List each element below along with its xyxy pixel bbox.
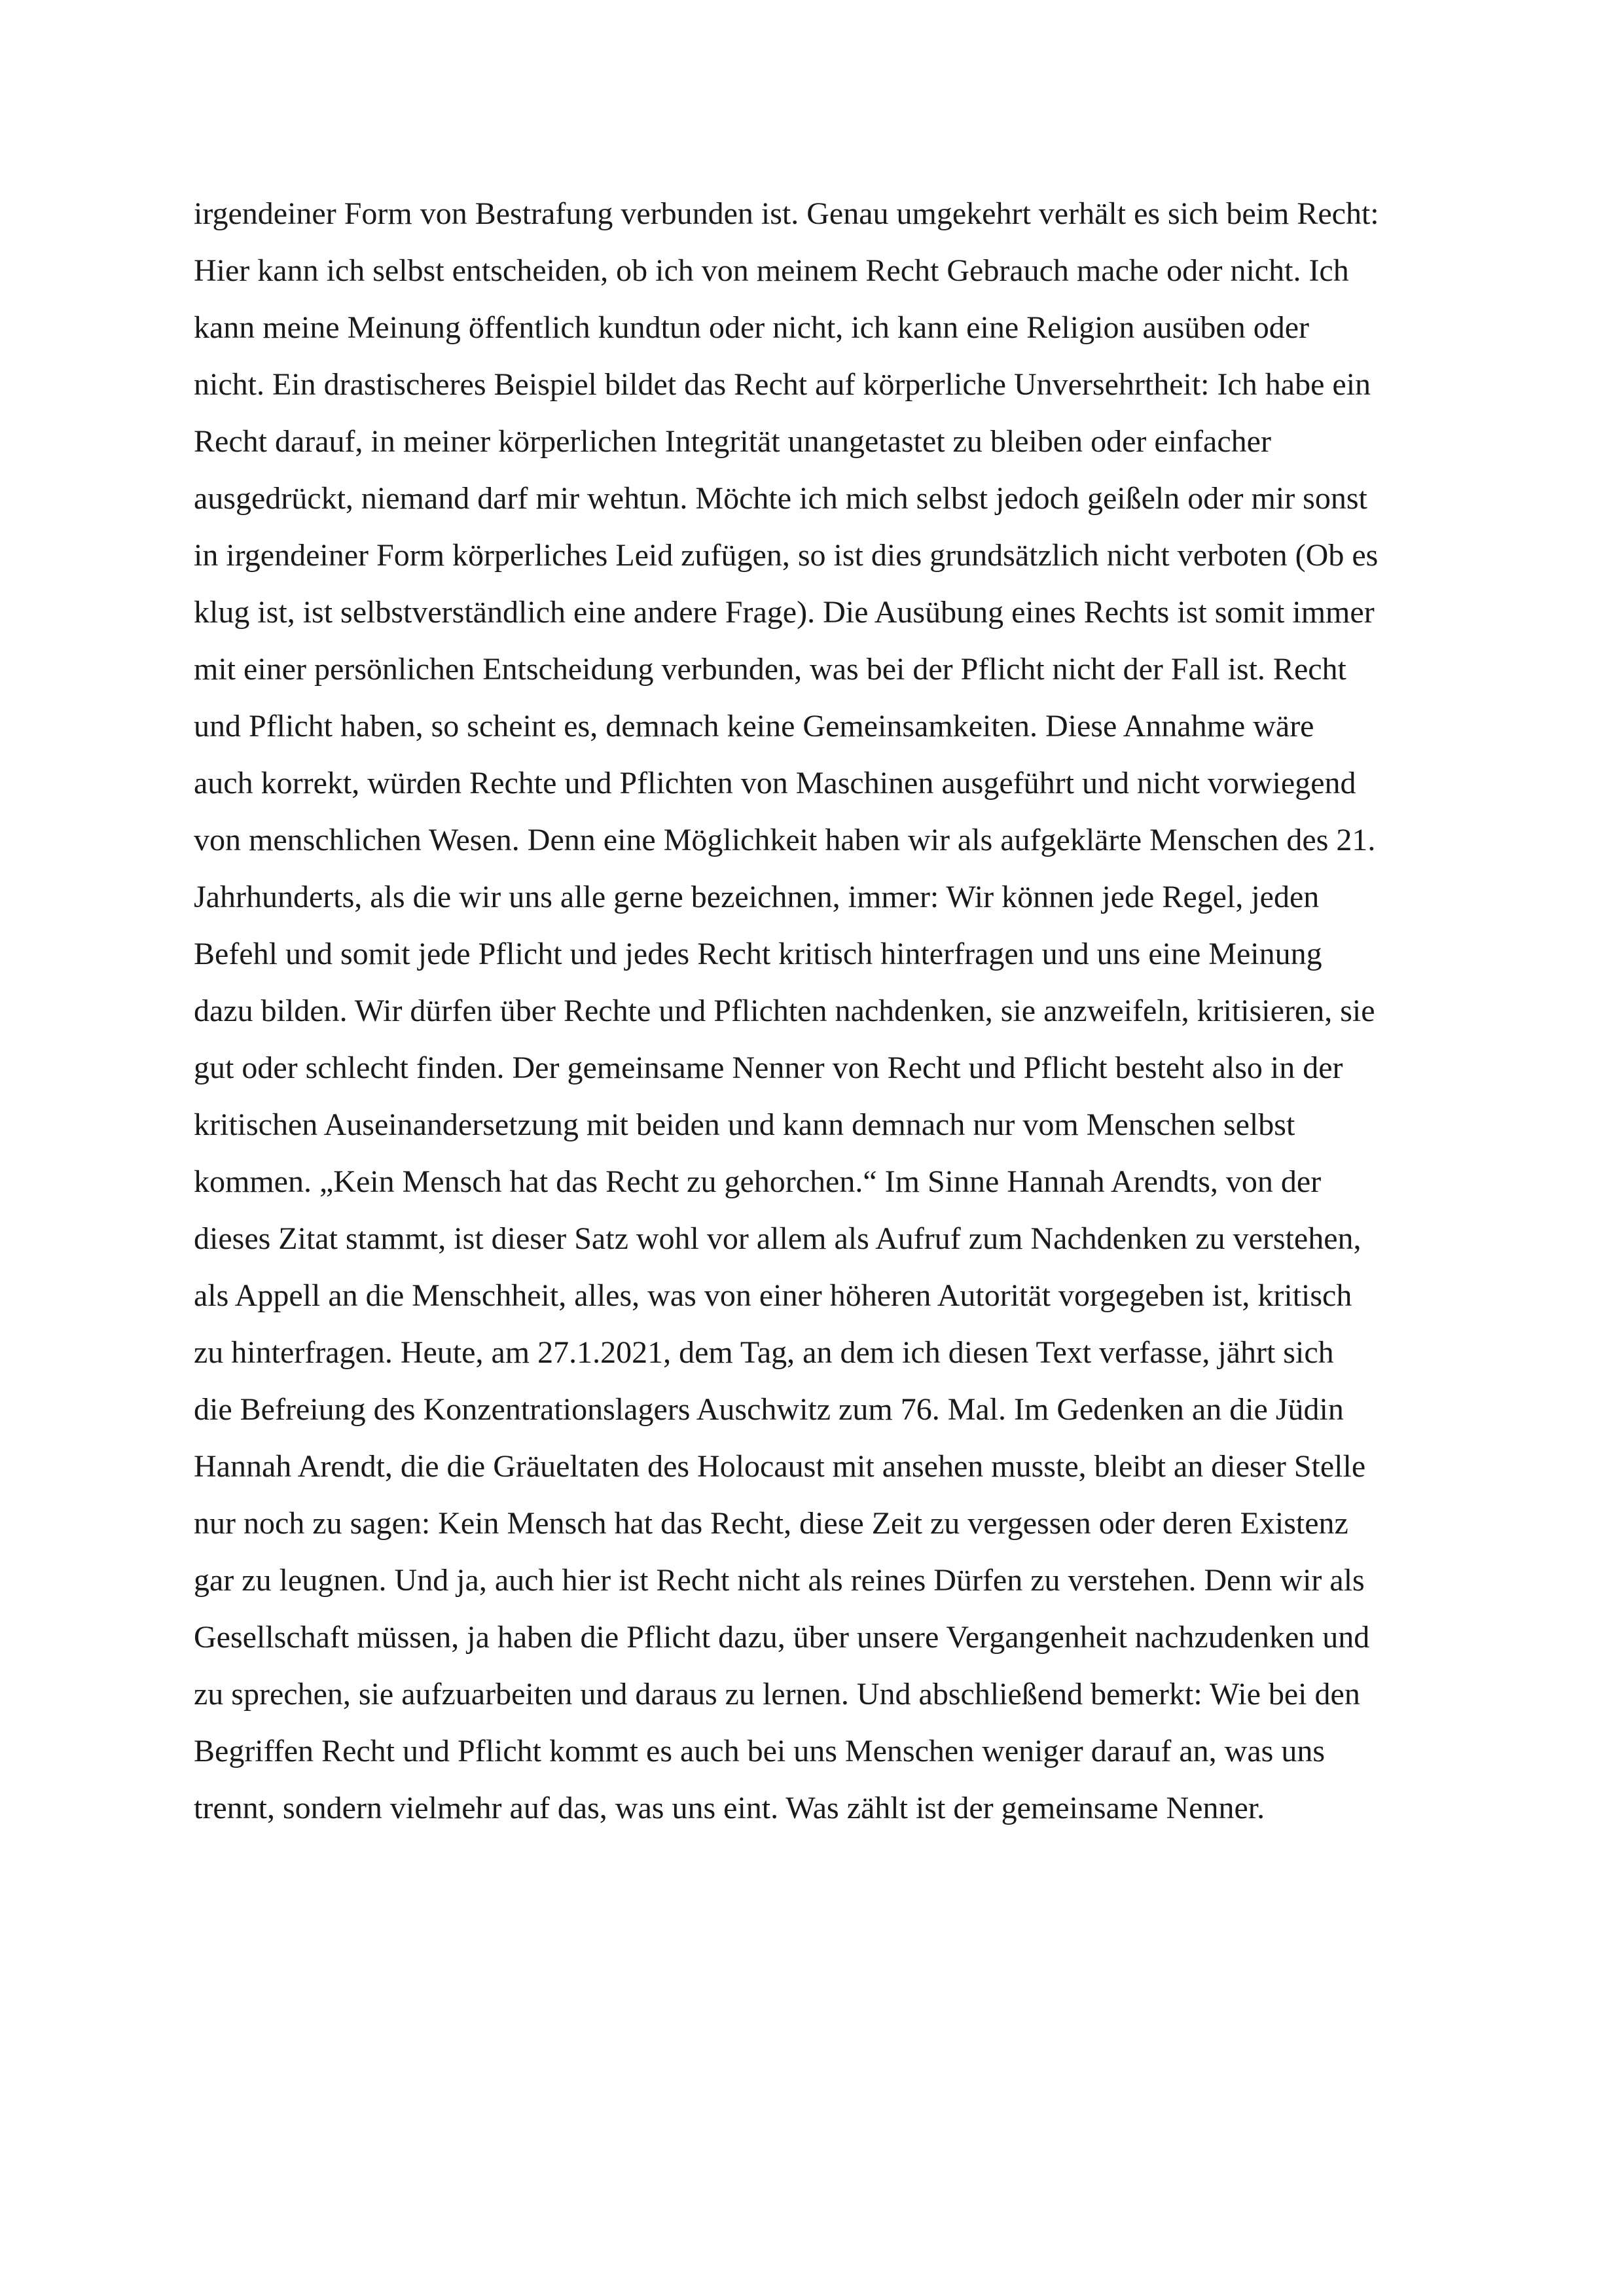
text-line: Jahrhunderts, als die wir uns alle gerne bezeichnen, immer: Wir können jede Regel, jeden bbox=[194, 880, 1320, 914]
text-line: und Pflicht haben, so scheint es, demnach keine Gemeinsamkeiten. Diese Annahme wäre bbox=[194, 709, 1314, 744]
body-paragraph bbox=[194, 185, 1457, 1837]
text-line: gut oder schlecht finden. Der gemeinsame Nenner von Recht und Pflicht besteht also in der bbox=[194, 1050, 1343, 1085]
text-line: Befehl und somit jede Pflicht und jedes Recht kritisch hinterfragen und uns eine Meinung bbox=[194, 937, 1322, 971]
text-line: auch korrekt, würden Rechte und Pflichten von Maschinen ausgeführt und nicht vorwiegend bbox=[194, 766, 1356, 800]
text-line: nicht. Ein drastischeres Beispiel bildet das Recht auf körperliche Unversehrtheit: Ich habe ein bbox=[194, 367, 1371, 402]
text-line: zu sprechen, sie aufzuarbeiten und daraus zu lernen. Und abschließend bemerkt: Wie bei den bbox=[194, 1677, 1360, 1712]
text-line: Hannah Arendt, die die Gräueltaten des Holocaust mit ansehen musste, bleibt an dieser Stelle bbox=[194, 1449, 1366, 1484]
text-line: gar zu leugnen. Und ja, auch hier ist Recht nicht als reines Dürfen zu verstehen. Denn wir als bbox=[194, 1563, 1365, 1598]
text-line: zu hinterfragen. Heute, am 27.1.2021, dem Tag, an dem ich diesen Text verfasse, jährt sich bbox=[194, 1335, 1334, 1370]
text-line: mit einer persönlichen Entscheidung verbunden, was bei der Pflicht nicht der Fall ist. Recht bbox=[194, 652, 1346, 687]
text-line: trennt, sondern vielmehr auf das, was uns eint. Was zählt ist der gemeinsame Nenner. bbox=[194, 1791, 1265, 1825]
text-line: Recht darauf, in meiner körperlichen Integrität unangetastet zu bleiben oder einfacher bbox=[194, 424, 1271, 459]
text-line: die Befreiung des Konzentrationslagers Auschwitz zum 76. Mal. Im Gedenken an die Jüdin bbox=[194, 1392, 1344, 1427]
text-line: Hier kann ich selbst entscheiden, ob ich von meinem Recht Gebrauch mache oder nicht. Ich bbox=[194, 253, 1349, 288]
text-line: in irgendeiner Form körperliches Leid zufügen, so ist dies grundsätzlich nicht verboten (Ob es bbox=[194, 538, 1379, 573]
text-line: Begriffen Recht und Pflicht kommt es auch bei uns Menschen weniger darauf an, was uns bbox=[194, 1734, 1325, 1768]
text-line: irgendeiner Form von Bestrafung verbunden ist. Genau umgekehrt verhält es sich beim Recht: bbox=[194, 196, 1379, 231]
text-line: kritischen Auseinandersetzung mit beiden und kann demnach nur vom Menschen selbst bbox=[194, 1107, 1295, 1142]
text-line: klug ist, ist selbstverständlich eine andere Frage). Die Ausübung eines Rechts ist somit immer bbox=[194, 595, 1375, 630]
text-line: als Appell an die Menschheit, alles, was von einer höheren Autorität vorgegeben ist, kritisch bbox=[194, 1278, 1352, 1313]
text-line: kommen. „Kein Mensch hat das Recht zu gehorchen.“ Im Sinne Hannah Arendts, von der bbox=[194, 1164, 1322, 1199]
text-line: dieses Zitat stammt, ist dieser Satz wohl vor allem als Aufruf zum Nachdenken zu verstehen, bbox=[194, 1221, 1362, 1256]
text-line: nur noch zu sagen: Kein Mensch hat das Recht, diese Zeit zu vergessen oder deren Existenz bbox=[194, 1506, 1348, 1541]
text-line: von menschlichen Wesen. Denn eine Möglichkeit haben wir als aufgeklärte Menschen des 21. bbox=[194, 823, 1376, 857]
text-line: kann meine Meinung öffentlich kundtun oder nicht, ich kann eine Religion ausüben oder bbox=[194, 310, 1310, 345]
text-line: Gesellschaft müssen, ja haben die Pflicht dazu, über unsere Vergangenheit nachzudenken und bbox=[194, 1620, 1370, 1655]
text-line: ausgedrückt, niemand darf mir wehtun. Möchte ich mich selbst jedoch geißeln oder mir sonst bbox=[194, 481, 1367, 516]
text-line: dazu bilden. Wir dürfen über Rechte und Pflichten nachdenken, sie anzweifeln, kritisieren, sie bbox=[194, 994, 1375, 1028]
